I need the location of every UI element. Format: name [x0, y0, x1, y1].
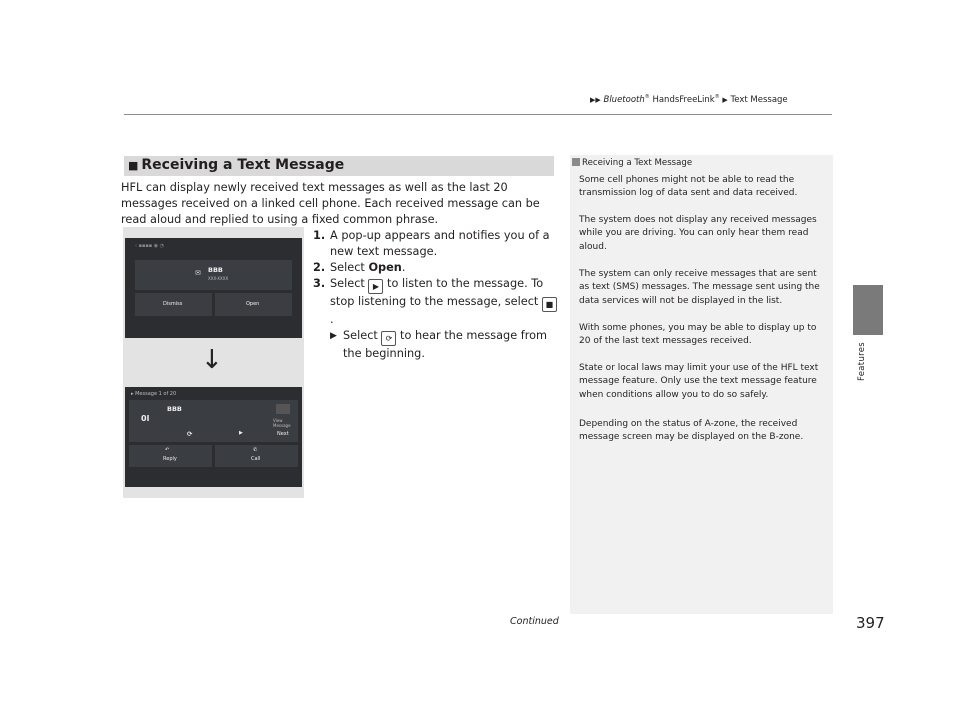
- note-paragraph-6: Depending on the status of A-zone, the received message screen may be displayed on the B-zone.: [579, 419, 804, 443]
- message-sender: BBB: [167, 405, 182, 413]
- repeat-icon[interactable]: ⟳: [187, 430, 193, 438]
- step-number: 1.: [313, 229, 326, 242]
- step-number: 3.: [313, 277, 326, 290]
- reply-label: Reply: [163, 456, 177, 462]
- open-label: Open: [246, 301, 260, 307]
- note-paragraph-4: With some phones, you may be able to display up to 20 of the last text messages received.: [579, 323, 817, 347]
- continued-label: Continued: [510, 616, 559, 627]
- breadcrumb-handsfreelink: HandsFreeLink: [652, 94, 715, 105]
- note-heading: [572, 158, 692, 168]
- reply-icon: ↶: [165, 447, 170, 453]
- play-icon: ▶: [368, 279, 383, 294]
- message-screen: [125, 387, 302, 487]
- registered-mark: ®: [714, 94, 720, 100]
- step-2: [313, 260, 558, 276]
- step-3-substep: [313, 328, 558, 362]
- repeat-icon: ⟳: [381, 331, 396, 346]
- phone-icon: ✆: [253, 447, 258, 453]
- section-title-text: Receiving a Text Message: [141, 157, 345, 173]
- note-paragraph-2: The system does not display any received messages while you are driving. You can only hear them read aloud.: [579, 215, 817, 252]
- steps-list: [313, 228, 558, 362]
- breadcrumb-arrow-icon: ▶▶: [590, 95, 601, 104]
- notification-card: [135, 260, 292, 290]
- message-icon: ✉: [195, 269, 201, 277]
- open-button[interactable]: [215, 293, 292, 316]
- status-bar-icon: ‹ ▪▪▪▪ ◉ ◔: [135, 243, 165, 249]
- step-text: Select: [343, 329, 382, 342]
- header-divider: [124, 114, 832, 115]
- screen-illustration: [123, 227, 304, 498]
- page-number: 397: [856, 614, 885, 632]
- breadcrumb-text-message: Text Message: [730, 94, 788, 105]
- down-arrow-icon: ↓: [201, 345, 223, 375]
- step-number: 2.: [313, 261, 326, 274]
- note-icon: [572, 158, 580, 166]
- message-counter: Message 1 of 20: [135, 391, 177, 397]
- step-text: to hear the message from the beginning.: [343, 329, 548, 360]
- breadcrumb-bluetooth: Bluetooth: [603, 94, 645, 105]
- play-status-icon: 0l: [141, 414, 150, 423]
- step-text: A pop-up appears and notifies you of a new text message.: [330, 229, 550, 258]
- message-card: [129, 400, 298, 442]
- message-header: ▸ Message 1 of 20: [131, 391, 177, 397]
- view-message-label[interactable]: View Message: [273, 418, 291, 428]
- next-button[interactable]: Next: [277, 431, 289, 437]
- call-label: Call: [251, 456, 261, 462]
- dismiss-button[interactable]: [135, 293, 212, 316]
- chapter-tab-label: Features: [857, 342, 867, 381]
- step-text: Select: [330, 261, 369, 274]
- note-paragraph-3: The system can only receive messages that are sent as text (SMS) messages. The message sent using the data services will not be displayed in the list.: [579, 269, 820, 306]
- note-paragraph-1: Some cell phones might not be able to read the transmission log of data sent and data received.: [579, 175, 798, 199]
- step-text: .: [401, 261, 406, 274]
- reply-button[interactable]: [129, 445, 212, 467]
- popup-screen: [125, 238, 302, 338]
- play-icon[interactable]: ▶: [239, 430, 243, 436]
- sub-arrow-icon: ▶: [330, 331, 337, 341]
- breadcrumb: [590, 94, 788, 105]
- step-text: Select: [330, 277, 369, 290]
- intro-paragraph: HFL can display newly received text messages as well as the last 20 messages received on a linked cell phone. Each received message can be read aloud and replied to using a fixed common phrase.: [121, 181, 540, 226]
- view-message-icon[interactable]: [276, 404, 290, 414]
- registered-mark: ®: [644, 94, 650, 100]
- step-3: [313, 276, 558, 328]
- chapter-tab: [853, 285, 883, 335]
- step-text: to listen to the message. To stop listening to the message, select: [330, 277, 544, 308]
- note-heading-text: Receiving a Text Message: [582, 158, 693, 168]
- dismiss-label: Dismiss: [163, 301, 183, 307]
- call-button[interactable]: [215, 445, 298, 467]
- section-title: [128, 157, 344, 173]
- step-text: .: [330, 313, 334, 326]
- stop-icon: ■: [542, 297, 557, 312]
- breadcrumb-arrow-icon: ▶: [722, 95, 728, 104]
- square-bullet-icon: ■: [128, 159, 139, 172]
- popup-number: XXX-XXXX: [208, 276, 229, 281]
- step-1: [313, 228, 558, 260]
- popup-sender: BBB: [208, 266, 223, 274]
- open-term: Open: [368, 261, 402, 274]
- note-paragraph-5: State or local laws may limit your use of the HFL text message feature. Only use the text message feature when conditions allow you to do so safely.: [579, 363, 819, 400]
